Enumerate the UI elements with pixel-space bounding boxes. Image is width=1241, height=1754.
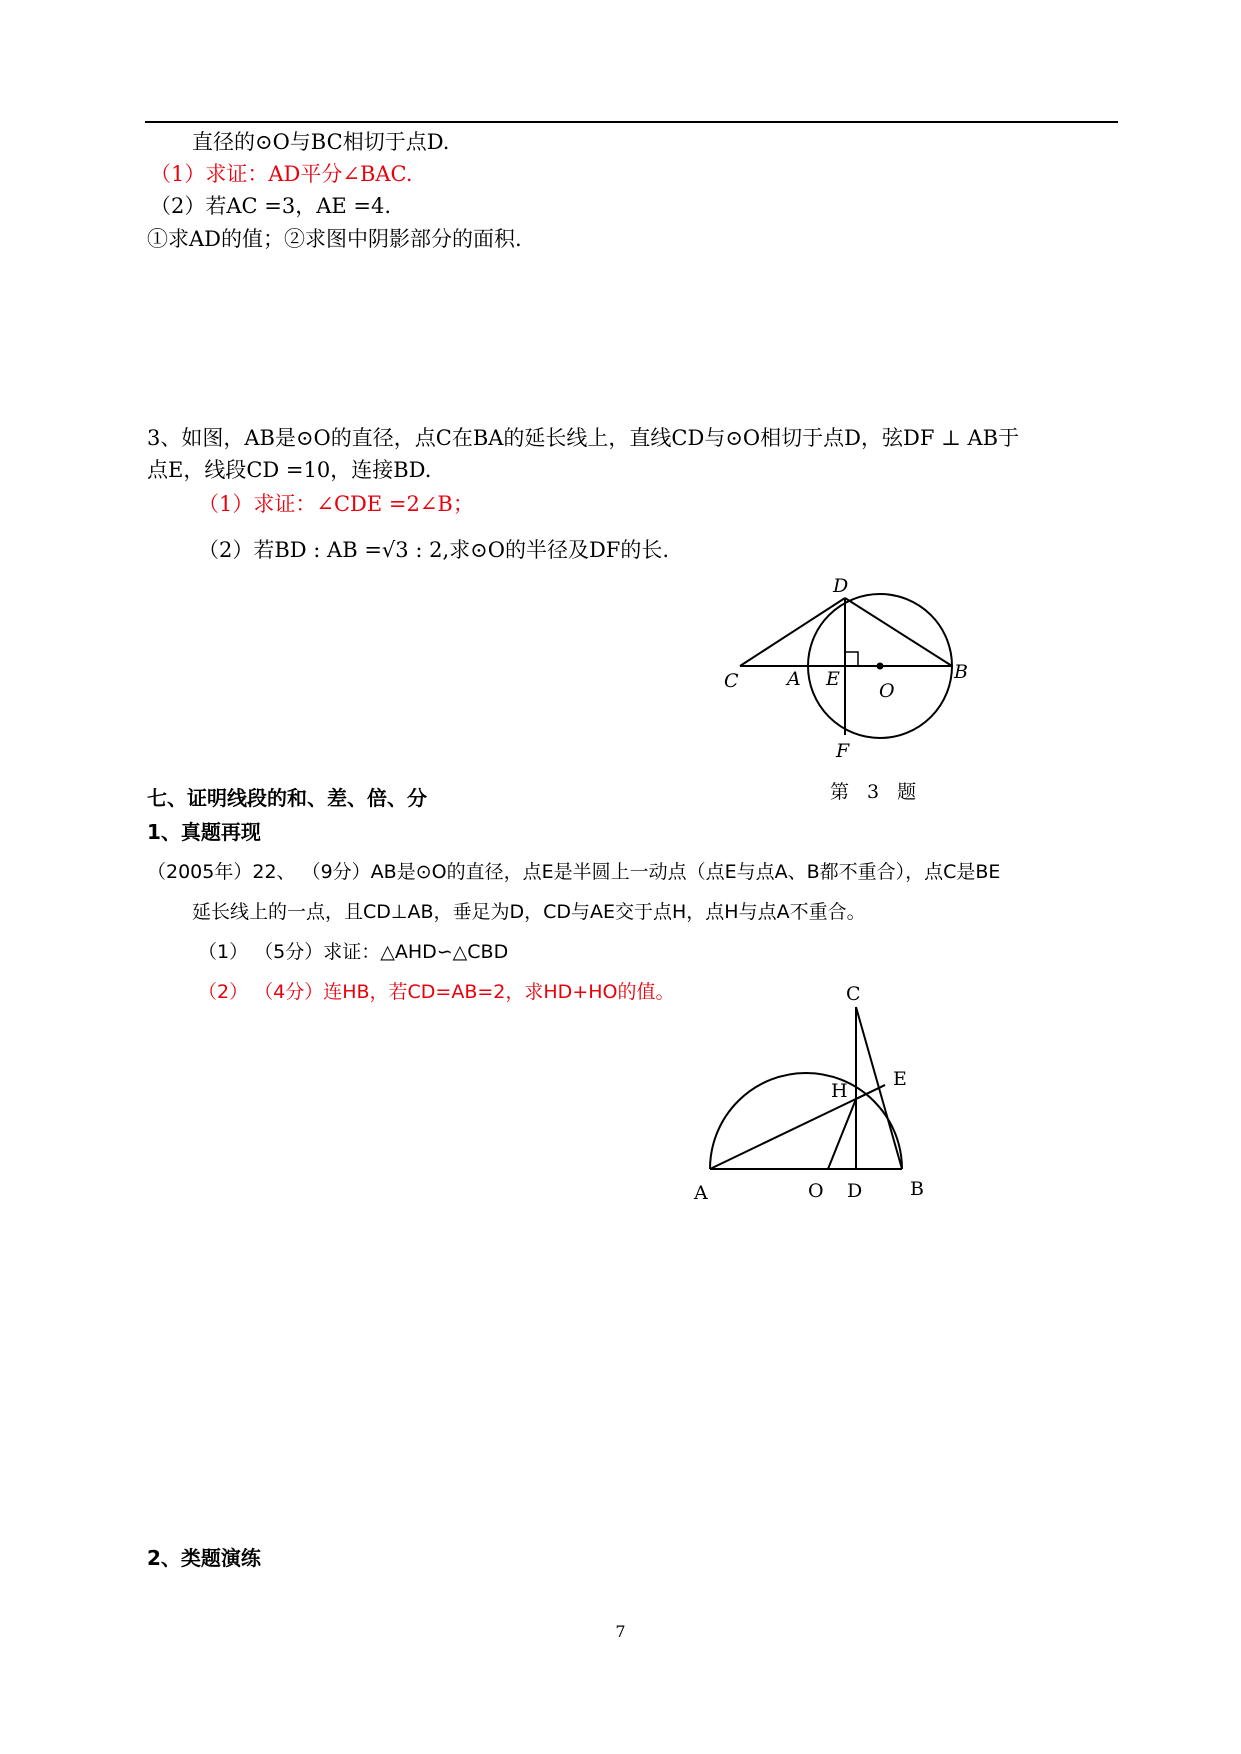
figure-3-caption: 第 3 题 xyxy=(830,781,923,803)
q2005-part1: （1） （5分）求证：△AHD∽△CBD xyxy=(198,941,509,963)
p3-line1: 3、如图，AB是⊙O的直径，点C在BA的延长线上，直线CD与⊙O相切于点D，弦DF ⊥ AB于 xyxy=(147,426,1020,450)
figure-2005 xyxy=(680,985,940,1205)
p3-part1: （1）求证：∠CDE =2∠B； xyxy=(198,492,474,516)
q2005-part2: （2） （4分）连HB，若CD=AB=2，求HD+HO的值。 xyxy=(198,981,675,1003)
page-number: 7 xyxy=(615,1622,626,1641)
label-b2: B xyxy=(910,1178,924,1200)
section-7-sub1: 1、真题再现 xyxy=(147,820,261,844)
figure-3 xyxy=(720,575,980,775)
label-e2: E xyxy=(893,1068,907,1090)
segment-bd xyxy=(845,598,952,666)
p3-line2: 点E，线段CD =10，连接BD. xyxy=(147,458,432,482)
label-a: A xyxy=(787,668,801,690)
label-b: B xyxy=(954,661,968,683)
section-7-title: 七、证明线段的和、差、倍、分 xyxy=(147,786,427,810)
tangent-cd xyxy=(740,598,845,666)
q2005-line1: （2005年）22、 （9分）AB是⊙O的直径，点E是半圆上一动点（点E与点A、B都不重合），点C是BE xyxy=(147,861,1001,883)
label-o: O xyxy=(879,680,895,702)
p2-part2: （2）若AC =3，AE =4. xyxy=(150,194,392,218)
label-h2: H xyxy=(831,1080,848,1102)
q2005-line2: 延长线上的一点，且CD⊥AB，垂足为D，CD与AE交于点H，点H与点A不重合。 xyxy=(192,901,866,923)
label-e: E xyxy=(826,668,840,690)
center-dot xyxy=(877,663,884,670)
right-angle-mark xyxy=(845,652,858,666)
label-c: C xyxy=(724,670,739,692)
p2-part2b: ①求AD的值；②求图中阴影部分的面积. xyxy=(147,227,522,251)
p3-part2: （2）若BD : AB =√3 : 2,求⊙O的半径及DF的长. xyxy=(198,538,670,562)
label-o2: O xyxy=(808,1180,824,1202)
label-f: F xyxy=(836,740,850,762)
header-rule xyxy=(145,121,1118,123)
p2-line1: 直径的⊙O与BC相切于点D. xyxy=(192,130,450,154)
label-c2: C xyxy=(846,983,861,1005)
label-d2: D xyxy=(847,1180,863,1202)
p2-part1: （1）求证：AD平分∠BAC. xyxy=(150,162,413,186)
label-a2: A xyxy=(694,1182,708,1204)
label-d: D xyxy=(833,575,849,597)
section-7-sub2: 2、类题演练 xyxy=(147,1546,261,1570)
